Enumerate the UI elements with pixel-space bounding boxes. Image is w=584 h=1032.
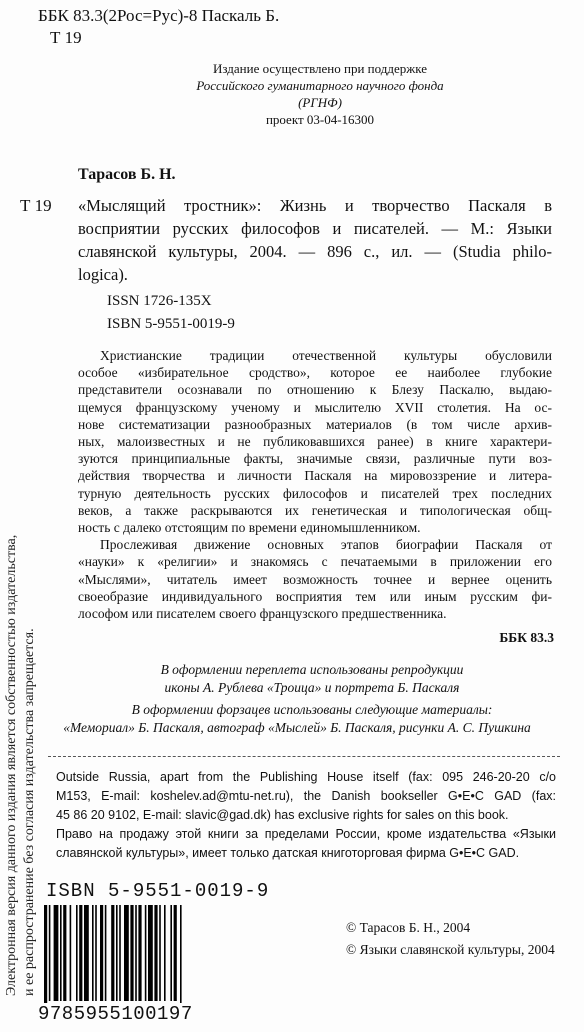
english-rights-line: Outside Russia, apart from the Publishing House itself (fax: 095 246-20-20 c/o xyxy=(56,770,556,784)
abstract-line: особое «избирательное сродство», которое ее наиболее глубокие xyxy=(78,365,552,381)
barcode-bar xyxy=(164,905,166,1001)
support-line-4: проект 03-04-16300 xyxy=(265,112,375,127)
biblio-line: «Мыслящий тростник»: Жизнь и творчество Паскаля в xyxy=(78,196,552,215)
barcode-bar xyxy=(119,905,121,1001)
abstract-line: Христианские традиции отечественной культуры обусловили xyxy=(100,348,552,363)
abstract-line: щемуся французскому ученому и мыслителю XVII столетия. На ос- xyxy=(78,399,552,415)
endpaper-line-2: «Мемориал» Б. Паскаля, автограф «Мыслей» Б. Паскаля, рисунки А. С. Пушкина xyxy=(63,720,531,735)
barcode-bar xyxy=(148,905,153,1001)
barcode-bar xyxy=(174,905,177,1001)
barcode-bar xyxy=(180,905,182,1011)
barcode-bar xyxy=(159,905,161,1001)
barcode-bar xyxy=(135,905,137,1001)
barcode-bar xyxy=(170,905,172,1001)
barcode-bar xyxy=(154,905,157,1001)
biblio-line: восприятии русских философов и писателей. — М.: Языки xyxy=(78,219,552,238)
english-rights xyxy=(56,768,556,825)
biblio-line: logica). xyxy=(78,265,128,284)
barcode-bar xyxy=(70,905,72,1001)
barcode-isbn-label: ISBN 5-9551-0019-9 xyxy=(46,880,270,902)
english-rights-line: 45 86 20 9102, E-mail: slavic@gad.dk) has exclusive rights for sales on this book. xyxy=(56,808,509,822)
barcode-bar xyxy=(145,905,147,1001)
english-rights-line: M153, E-mail: koshelev.ad@mtu-net.ru), the Danish bookseller G•E•C GAD (fax: xyxy=(56,789,556,803)
vertical-notice-line-1: Электронная версия данного издания является собственностью издательства, xyxy=(4,534,19,996)
abstract-line: «науки» к «религии» и знакомясь с печатаемыми в приложении его xyxy=(78,554,552,570)
endpaper-line-1: В оформлении форзацев использованы следующие материалы: xyxy=(131,702,493,717)
abstract-line: представители осознавали по отношению к Блезу Паскалю, выдаю- xyxy=(78,382,552,398)
barcode-bar xyxy=(95,905,97,1001)
barcode-bar xyxy=(54,905,59,1001)
copyright-publisher: © Языки славянской культуры, 2004 xyxy=(346,942,555,957)
abstract-line: своеобразие индивидуального восприятия тем или иным русским фи- xyxy=(78,588,552,604)
vertical-notice-line-2: и ее распространение без согласия издательства запрещается. xyxy=(22,628,37,996)
abstract-line: лософом или писателем своего французского предшественника. xyxy=(78,606,447,622)
barcode-bar xyxy=(111,905,114,1001)
bibliographic-description xyxy=(78,194,552,286)
vertical-notice xyxy=(0,0,48,1032)
barcode-bar xyxy=(105,905,107,1001)
barcode-bar xyxy=(63,905,66,1001)
support-line-3: (РГНФ) xyxy=(298,95,342,110)
barcode-bar xyxy=(84,905,89,1001)
russian-rights-line: Право на продажу этой книги за пределами России, кроме издательства «Языки xyxy=(56,827,556,841)
russian-rights xyxy=(56,825,556,863)
copyright-author: © Тарасов Б. Н., 2004 xyxy=(346,920,471,935)
barcode-digits: 9785955100197 xyxy=(38,1003,193,1025)
catalog-mark: Т 19 xyxy=(20,196,52,215)
abstract-line: зуются принципиальные факты, значимые связи, различные пути воз- xyxy=(78,451,552,467)
endpaper-design-note xyxy=(40,701,584,737)
barcode-bar xyxy=(100,905,103,1001)
support-line-1: Издание осуществлено при поддержке xyxy=(212,61,427,76)
binding-design-note xyxy=(40,661,584,697)
author-mark-top: Т 19 xyxy=(50,28,82,47)
abstract-line: «Мыслями», читатель имеет возможность точнее и вернее оценить xyxy=(78,571,552,587)
classification-code: ББК 83.3(2Рос=Рус)-8 Паскаль Б. xyxy=(38,6,280,25)
barcode-bar xyxy=(49,905,51,1001)
barcode-bar xyxy=(130,905,133,1001)
binding-line-2: иконы А. Рублева «Троица» и портрета Б. Паскаля xyxy=(164,680,460,695)
abstract-line: веков, а также раскрываются их генетическая и типологическая общ- xyxy=(78,502,552,518)
support-notice xyxy=(140,60,500,128)
bbk-short: ББК 83.3 xyxy=(499,630,554,645)
barcode-bar xyxy=(92,905,94,1001)
barcode-bar xyxy=(116,905,118,1001)
biblio-line: славянской культуры, 2004. — 896 с., ил. — (Studia philo- xyxy=(78,242,552,261)
abstract xyxy=(78,347,552,622)
binding-line-1: В оформлении переплета использованы репродукции xyxy=(160,662,464,677)
abstract-line: Прослеживая движение основных этапов биографии Паскаля от xyxy=(100,537,552,553)
barcode-image xyxy=(40,905,236,1011)
author-name: Тарасов Б. Н. xyxy=(78,166,176,183)
abstract-line: ность с далеко отстоящим по времени единомышленником. xyxy=(78,520,421,536)
barcode-bar xyxy=(60,905,62,1001)
barcode-bar xyxy=(76,905,78,1001)
barcode-bar xyxy=(79,905,82,1001)
issn: ISSN 1726-135X xyxy=(107,293,212,309)
dashed-divider xyxy=(48,756,560,757)
abstract-line: нове систематизации разнообразных материалов (в том числе архив- xyxy=(78,416,552,432)
barcode-bar xyxy=(124,905,129,1001)
barcode-bar xyxy=(138,905,141,1001)
abstract-line: действия творчества и личности Паскаля на мировоззрение и литера- xyxy=(78,468,552,484)
abstract-line: турную деятельность русских философов и писателей трех последних xyxy=(78,485,552,501)
support-line-2: Российского гуманитарного научного фонда xyxy=(196,78,444,93)
isbn: ISBN 5-9551-0019-9 xyxy=(107,316,235,332)
abstract-line: ных, малоизвестных и не публиковавшихся ранее) в книге характери- xyxy=(78,434,552,450)
russian-rights-line: славянской культуры», имеет только датская книготорговая фирма G•E•C GAD. xyxy=(56,846,520,860)
